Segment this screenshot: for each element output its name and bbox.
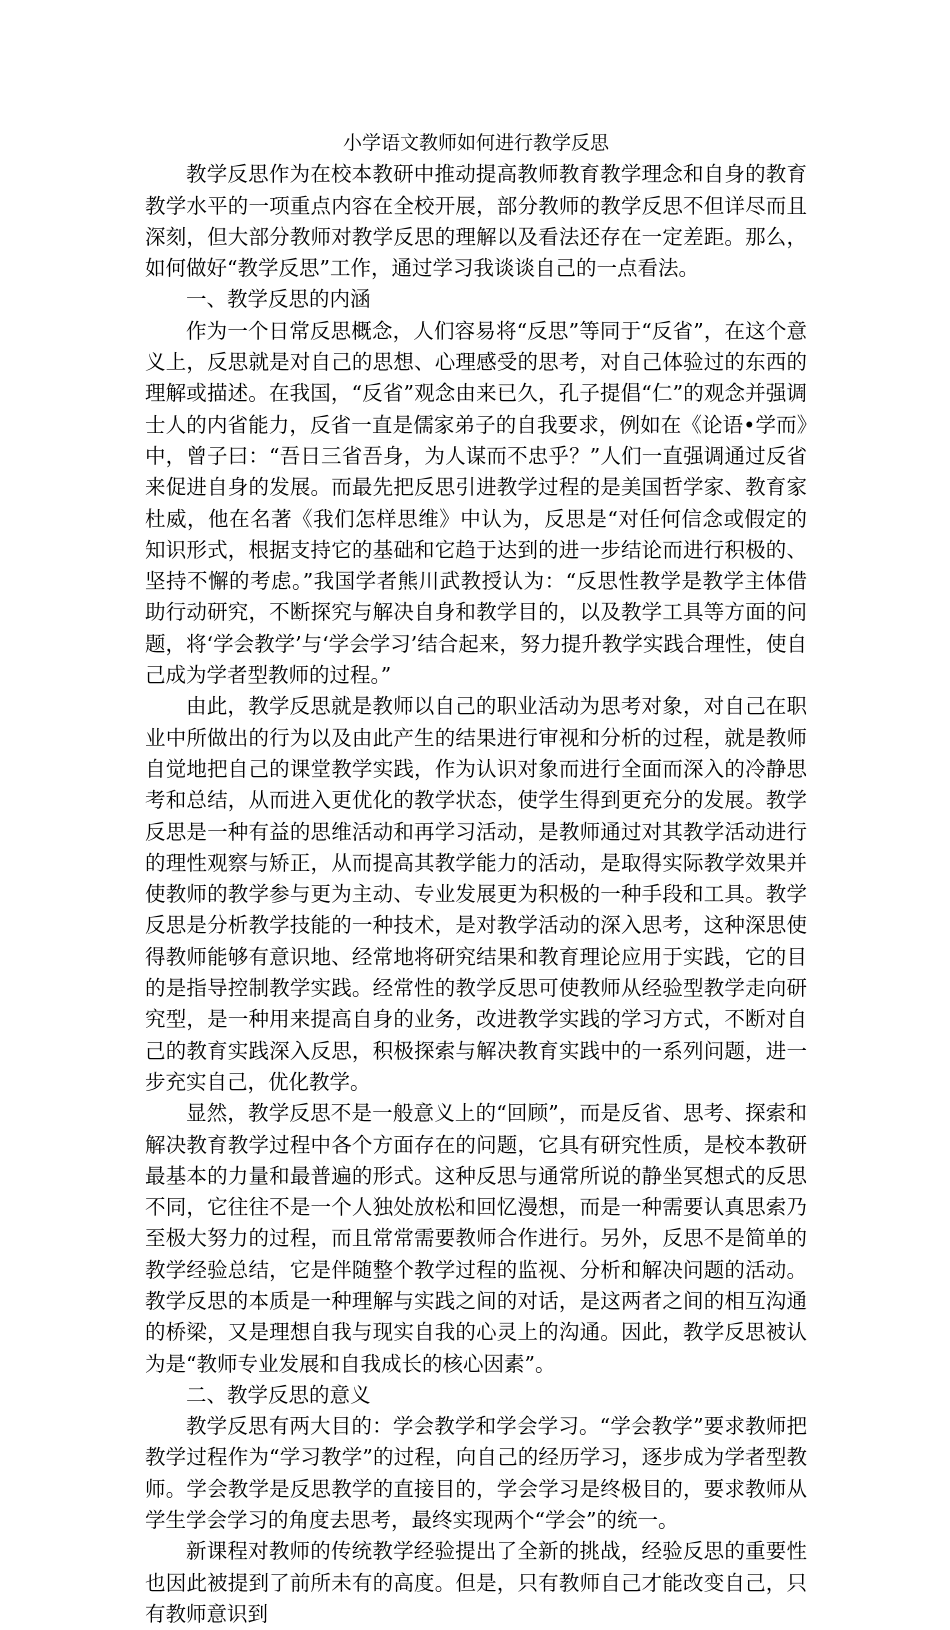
paragraph-reflection-definition: 由此，教学反思就是教师以自己的职业活动为思考对象，对自己在职业中所做出的行为以及由此产生的结果进行审视和分析的过程，就是教师自觉地把自己的课堂教学实践，作为认识对象而进行全面而深入的冷静思考和总结，从而进入更优化的教学状态，使学生得到更充分的发展。教学反思是一种有益的思维活动和再学习活动，是教师通过对其教学活动进行的理性观察与矫正，从而提高其教学能力的活动，是取得实际教学效果并使教师的教学参与更为主动、专业发展更为积极的一种手段和工具。教学反思是分析教学技能的一种技术，是对教学活动的深入思考，这种深思使得教师能够有意识地、经常地将研究结果和教育理论应用于实践，它的目的是指导控制教学实践。经常性的教学反思可使教师从经验型教学走向研究型，是一种用来提高自身的业务，改进教学实践的学习方式，不断对自己的教育实践深入反思，积极探索与解决教育实践中的一系列问题，进一步充实自己，优化教学。 [145, 694, 807, 1094]
section-heading-1: 一、教学反思的内涵 [186, 287, 371, 312]
document-page [145, 128, 807, 1630]
paragraph-new-curriculum: 新课程对教师的传统教学经验提出了全新的挑战，经验反思的重要性也因此被提到了前所未有的高度。但是，只有教师自己才能改变自己，只有教师意识到 [145, 1539, 807, 1626]
paragraph-reflection-concept: 作为一个日常反思概念，人们容易将“反思”等同于“反省”，在这个意义上，反思就是对自己的思想、心理感受的思考，对自己体验过的东西的理解或描述。在我国，“反省”观念由来已久，孔子提倡“仁”的观念并强调士人的内省能力，反省一直是儒家弟子的自我要求，例如在《论语•学而》中，曾子曰：“吾日三省吾身，为人谋而不忠乎？”人们一直强调通过反省来促进自身的发展。而最先把反思引进教学过程的是美国哲学家、教育家杜威，他在名著《我们怎样思维》中认为，反思是“对任何信念或假定的知识形式，根据支持它的基础和它趋于达到的进一步结论而进行积极的、坚持不懈的考虑。”我国学者熊川武教授认为：“反思性教学是教学主体借助行动研究，不断探究与解决自身和教学目的，以及教学工具等方面的问题，将‘学会教学’与‘学会学习’结合起来，努力提升教学实践合理性，使自己成为学者型教师的过程。” [145, 318, 807, 688]
paragraph-reflection-nature: 显然，教学反思不是一般意义上的“回顾”，而是反省、思考、探索和解决教育教学过程中各个方面存在的问题，它具有研究性质，是校本教研最基本的力量和最普遍的形式。这种反思与通常所说的静坐冥想式的反思不同，它往往不是一个人独处放松和回忆漫想，而是一种需要认真思索乃至极大努力的过程，而且常常需要教师合作进行。另外，反思不是简单的教学经验总结，它是伴随整个教学过程的监视、分析和解决问题的活动。教学反思的本质是一种理解与实践之间的对话，是这两者之间的相互沟通的桥梁，又是理想自我与现实自我的心灵上的沟通。因此，教学反思被认为是“教师专业发展和自我成长的核心因素”。 [145, 1101, 807, 1376]
paragraph-intro: 教学反思作为在校本教研中推动提高教师教育教学理念和自身的教育教学水平的一项重点内容在全校开展，部分教师的教学反思不但详尽而且深刻，但大部分教师对教学反思的理解以及看法还存在一定差距。那么，如何做好“教学反思”工作，通过学习我谈谈自己的一点看法。 [145, 162, 807, 281]
section-heading-2: 二、教学反思的意义 [186, 1382, 371, 1407]
paragraph-reflection-purpose: 教学反思有两大目的：学会教学和学会学习。“学会教学”要求教师把教学过程作为“学习教学”的过程，向自己的经历学习，逐步成为学者型教师。学会教学是反思教学的直接目的，学会学习是终极目的，要求教师从学生学会学习的角度去思考，最终实现两个“学会”的统一。 [145, 1414, 807, 1533]
document-title: 小学语文教师如何进行教学反思 [342, 132, 609, 154]
